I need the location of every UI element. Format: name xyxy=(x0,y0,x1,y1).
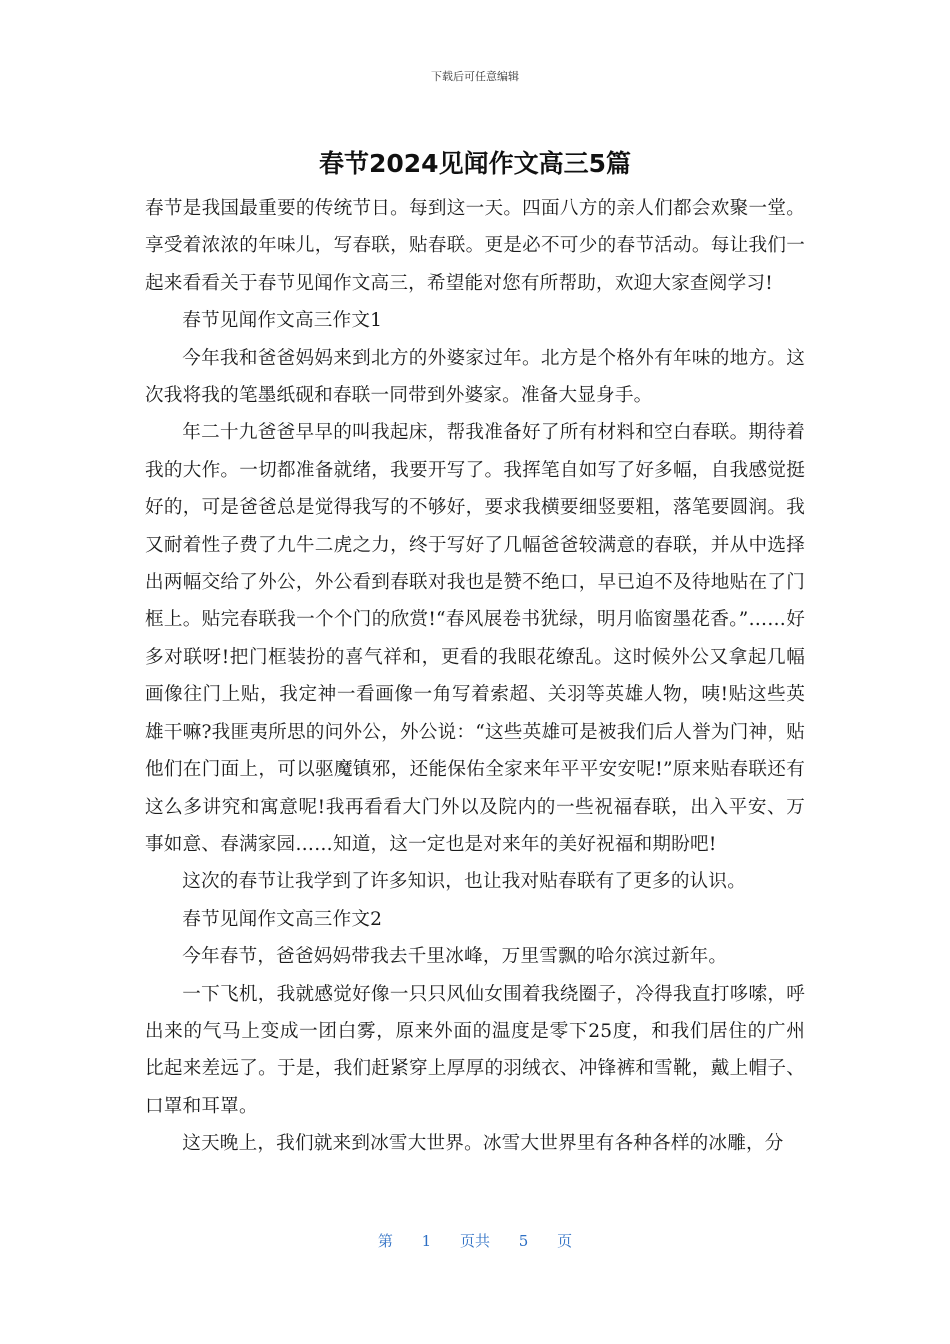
paragraph: 今年我和爸爸妈妈来到北方的外婆家过年。北方是个格外有年味的地方。这次我将我的笔墨纸砚和春联一同带到外婆家。准备大显身手。 xyxy=(145,347,805,407)
header-note: 下载后可任意编辑 xyxy=(431,70,519,83)
paragraph: 今年春节，爸爸妈妈带我去千里冰峰，万里雪飘的哈尔滨过新年。 xyxy=(182,946,728,968)
paragraph: 年二十九爸爸早早的叫我起床，帮我准备好了所有材料和空白春联。期待着我的大作。一切都准备就绪，我要开写了。我挥笔自如写了好多幅，自我感觉挺好的，可是爸爸总是觉得我写的不够好，要求我横要细竖要粗，落笔要圆润。我又耐着性子费了九牛二虎之力，终于写好了几幅爸爸较满意的春联，并从中选择出两幅交给了外公，外公看到春联对我也是赞不绝口，早已迫不及待地贴在了门框上。贴完春联我一个个门的欣赏!“春风展卷书犹绿，明月临窗墨花香。”……好多对联呀!把门框装扮的喜气祥和，更看的我眼花缭乱。这时候外公又拿起几幅画像往门上贴，我定神一看画像一角写着索超、关羽等英雄人物，咦!贴这些英雄干嘛?我匪夷所思的问外公，外公说：“这些英雄可是被我们后人誉为门神，贴他们在门面上，可以驱魔镇邪，还能保佑全家来年平平安安呢!”原来贴春联还有这么多讲究和寓意呢!我再看看大门外以及院内的一些祝福春联，出入平安、万事如意、春满家园……知道，这一定也是对来年的美好祝福和期盼吧! xyxy=(145,422,805,855)
section-heading-2: 春节见闻作文高三作文2 xyxy=(182,908,383,930)
document-title: 春节2024见闻作文高三5篇 xyxy=(319,149,631,178)
paragraph-intro: 春节是我国最重要的传统节日。每到这一天。四面八方的亲人们都会欢聚一堂。享受着浓浓的年味儿，写春联，贴春联。更是必不可少的春节活动。每让我们一起来看看关于春节见闻作文高三，希望能对您有所帮助，欢迎大家查阅学习! xyxy=(145,198,805,294)
document-body xyxy=(145,190,805,1163)
footer-current-page: 1 xyxy=(421,1232,432,1250)
footer-label-total: 页共 xyxy=(459,1232,490,1250)
page-footer xyxy=(0,1230,950,1251)
section-heading-1: 春节见闻作文高三作文1 xyxy=(182,310,383,332)
paragraph: 一下飞机，我就感觉好像一只只风仙女围着我绕圈子，冷得我直打哆嗦，呼出来的气马上变成一团白雾，原来外面的温度是零下25度，和我们居住的广州比起来差远了。于是，我们赶紧穿上厚厚的羽绒衣、冲锋裤和雪靴，戴上帽子、口罩和耳罩。 xyxy=(145,983,805,1117)
paragraph: 这天晚上，我们就来到冰雪大世界。冰雪大世界里有各种各样的冰雕，分 xyxy=(182,1133,784,1155)
footer-label-end: 页 xyxy=(557,1232,573,1250)
footer-total-pages: 5 xyxy=(518,1232,529,1250)
paragraph: 这次的春节让我学到了许多知识，也让我对贴春联有了更多的认识。 xyxy=(182,871,747,893)
footer-label-page: 第 xyxy=(377,1232,393,1250)
